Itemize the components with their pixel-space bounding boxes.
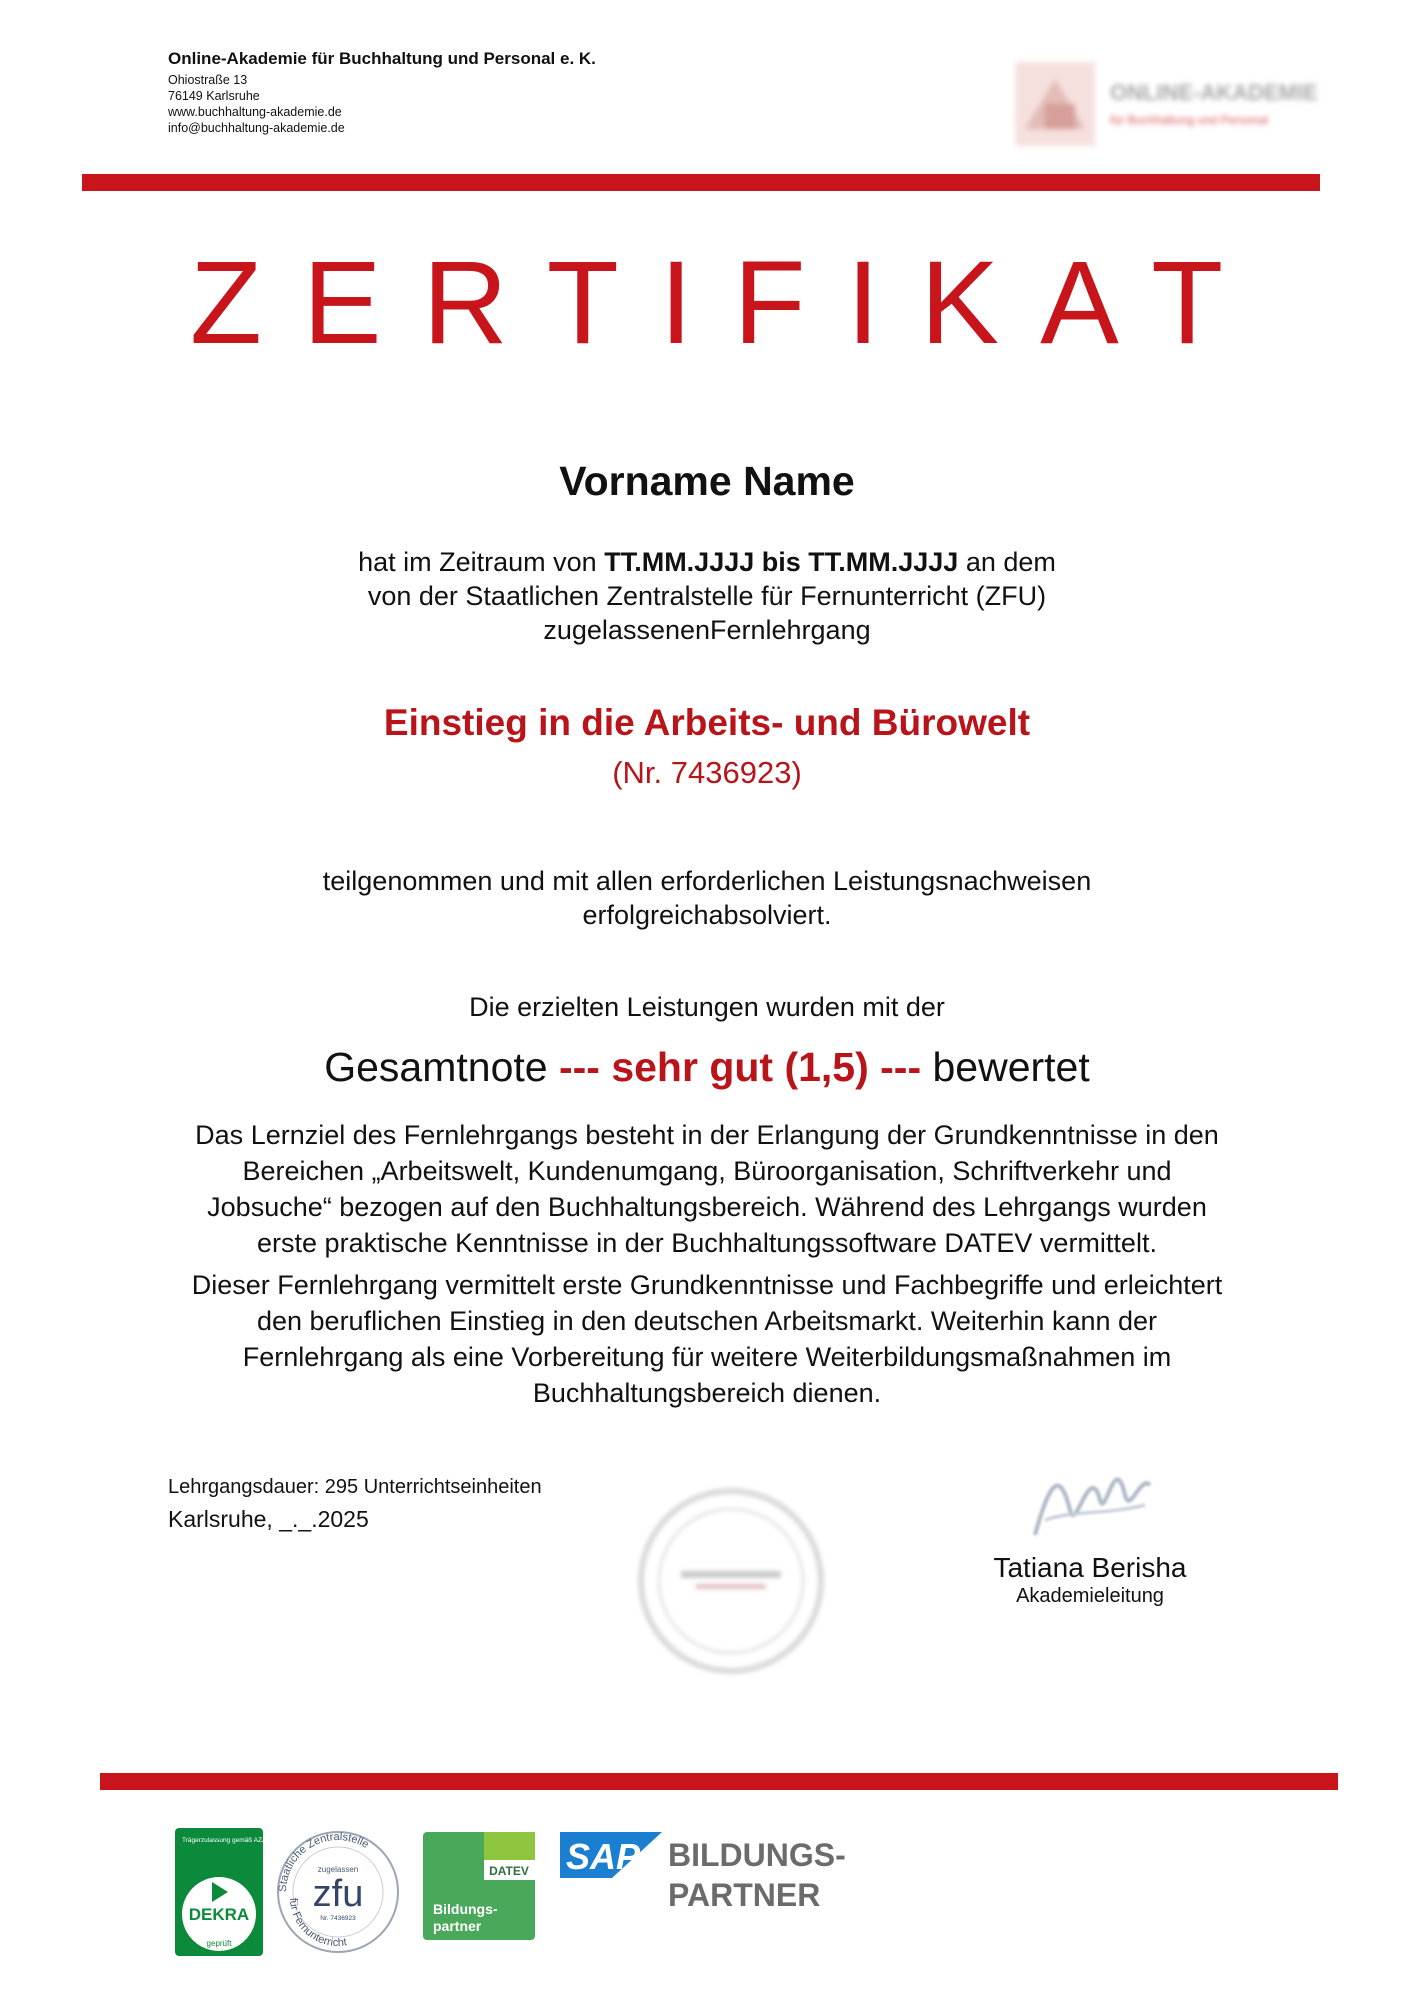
- datev-line-1: Bildungs-: [433, 1901, 498, 1917]
- dekra-top-text: Trägerzulassung gemäß AZAV: [182, 1837, 271, 1844]
- intro-period: TT.MM.JJJJ bis TT.MM.JJJJ: [604, 547, 959, 577]
- grade-intro: Die erzielten Leistungen wurden mit der: [469, 992, 945, 1022]
- partner-logos: [0, 1820, 1414, 1970]
- org-website[interactable]: www.buchhaltung-akademie.de: [168, 105, 342, 119]
- intro-line-3: zugelassenenFernlehrgang: [543, 615, 871, 645]
- recipient-name: Vorname Name: [559, 458, 855, 504]
- grade-value: --- sehr gut (1,5) ---: [558, 1044, 922, 1090]
- intro-prefix: hat im Zeitraum von: [358, 547, 605, 577]
- logo-wordmark: ONLINE-AKADEMIE: [1110, 80, 1318, 105]
- org-street: Ohiostraße 13: [168, 73, 248, 87]
- sap-name: SAP: [566, 1836, 641, 1877]
- description-paragraph-1: Das Lernziel des Fernlehrgangs besteht in der Erlangung der Grundkenntnisse in den Bereichen „Arbeitswelt, Kundenumgang, Büroorganisation, Schriftverkehr und Jobsuche“ bezogen auf den Buchhaltungsbereich. Während des Lehrgangs wurden erste praktische Kenntnisse in der Buchhaltungssoftware DATEV vermittelt.: [195, 1120, 1219, 1258]
- org-city: 76149 Karlsruhe: [168, 89, 260, 103]
- zfu-ring-top-text: Staatliche Zentralstelle: [276, 1830, 371, 1893]
- completion-line-1: teilgenommen und mit allen erforderlichen Leistungsnachweisen: [322, 866, 1092, 896]
- logo-subtext: für Buchhaltung und Personal: [1110, 113, 1269, 127]
- description-paragraph-2: Dieser Fernlehrgang vermittelt erste Grundkenntnisse und Fachbegriffe und erleichtert den beruflichen Einstieg in den deutschen Arbeitsmarkt. Weiterhin kann der Fernlehrgang als eine Vorbereitung für weitere Weiterbildungsmaßnahmen im Buchhaltungsbereich dienen.: [191, 1270, 1223, 1408]
- zfu-name: zfu: [312, 1873, 364, 1915]
- certificate-title: ZERTIFIKAT: [189, 237, 1265, 369]
- course-number: (Nr. 7436923): [612, 755, 802, 790]
- signer-name: Tatiana Berisha: [993, 1552, 1187, 1583]
- header-divider-bar: [82, 174, 1320, 191]
- signature: [1015, 1440, 1165, 1560]
- completion-line-2: erfolgreichabsolviert.: [582, 900, 832, 930]
- zfu-logo: [277, 1831, 398, 1952]
- datev-line-2: partner: [433, 1918, 482, 1934]
- grade-label: Gesamtnote: [324, 1044, 559, 1090]
- zfu-ring-bottom-text: für Fernunterricht: [286, 1897, 348, 1950]
- course-title: Einstieg in die Arbeits- und Bürowelt: [383, 702, 1031, 743]
- sender-address-block: [168, 48, 596, 136]
- grade-suffix: bewertet: [921, 1044, 1090, 1090]
- place-date: Karlsruhe, _._.2025: [168, 1506, 369, 1532]
- course-duration: Lehrgangsdauer: 295 Unterrichtseinheiten: [168, 1476, 542, 1498]
- completion-text: [0, 864, 1414, 932]
- intro-suffix: an dem: [958, 547, 1056, 577]
- course-description: [180, 1117, 1234, 1417]
- datev-logo: [423, 1832, 535, 1940]
- sap-line-1: BILDUNGS-: [668, 1837, 846, 1873]
- org-email[interactable]: info@buchhaltung-akademie.de: [168, 121, 345, 135]
- intro-line-2: von der Staatlichen Zentralstelle für Fernunterricht (ZFU): [367, 581, 1047, 611]
- academy-logo: [1005, 54, 1325, 154]
- zfu-zugelassen: zugelassen: [317, 1865, 359, 1874]
- dekra-logo: [175, 1828, 271, 1956]
- datev-name: DATEV: [489, 1864, 529, 1878]
- grade-line: [0, 1042, 1414, 1092]
- org-name: Online-Akademie für Buchhaltung und Personal e. K.: [168, 49, 596, 68]
- intro-text: [0, 545, 1414, 647]
- dekra-name: DEKRA: [188, 1905, 250, 1924]
- sap-line-2: PARTNER: [668, 1877, 821, 1913]
- signer-role: Akademieleitung: [1016, 1585, 1164, 1607]
- dekra-bottom-text: geprüft: [206, 1939, 232, 1948]
- footer-divider-bar: [100, 1773, 1338, 1790]
- sap-logo: [560, 1832, 846, 1913]
- zfu-number: Nr. 7436923: [320, 1915, 356, 1922]
